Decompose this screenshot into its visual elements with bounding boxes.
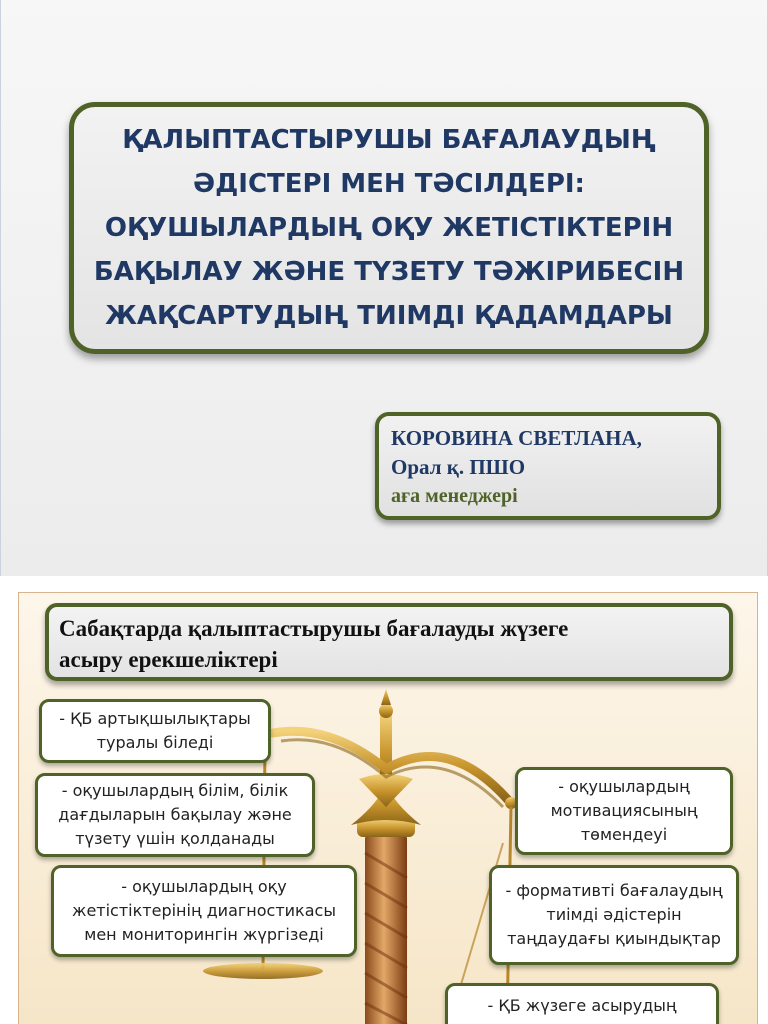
heading-line: асыру ерекшеліктері [59, 647, 278, 672]
note-line: төмендеуі [580, 825, 668, 844]
note-line: мотивациясының [550, 801, 698, 820]
note-line: жетістіктерінің диагностикасы [72, 901, 336, 920]
heading-line: Сабақтарда қалыптастырушы бағалауды жүзеге [59, 616, 569, 641]
author-organization: Орал қ. ПШО [391, 455, 526, 479]
author-name: КОРОВИНА СВЕТЛАНА, [391, 426, 642, 450]
author-position: аға менеджері [391, 485, 518, 507]
note-line: - оқушылардың оқу [121, 877, 287, 896]
title-line: ОҚУШЫЛАРДЫҢ ОҚУ ЖЕТІСТІКТЕРІН [104, 213, 674, 243]
note-advantages [39, 699, 271, 763]
note-line: - ҚБ жүзеге асырудың [487, 996, 677, 1015]
title-line: ӘДІСТЕРІ МЕН ТӘСІЛДЕРІ: [193, 169, 585, 199]
title-line: ҚАЛЫПТАСТЫРУШЫ БАҒАЛАУДЫҢ [122, 125, 656, 155]
slide-heading [45, 603, 733, 681]
note-line: - оқушылардың [558, 777, 690, 796]
note-line: мен мониторингін жүргізеді [84, 925, 324, 944]
features-slide [18, 592, 758, 1024]
note-implementation [445, 983, 719, 1024]
note-control-correction [35, 773, 315, 857]
note-line: - оқушылардың білім, білік [61, 781, 289, 800]
title-line: ЖАҚСАРТУДЫҢ ТИІМДІ ҚАДАМДАРЫ [105, 301, 673, 331]
note-line: түзету үшін қолданады [75, 829, 275, 848]
note-line: дағдыларын бақылау және [58, 805, 292, 824]
note-line: тиімді әдістерін [546, 905, 682, 924]
note-diagnostics-monitoring [51, 865, 357, 957]
title-box [69, 102, 709, 354]
note-motivation-decline [515, 767, 733, 855]
note-line: - формативті бағалаудың [505, 881, 723, 900]
note-line: туралы біледі [96, 733, 214, 752]
note-method-selection-difficulty [489, 865, 739, 965]
note-line: таңдаудағы қиындықтар [507, 929, 721, 948]
author-box [375, 412, 721, 520]
note-line: - ҚБ артықшылықтары [59, 709, 251, 728]
title-line: БАҚЫЛАУ ЖӘНЕ ТҮЗЕТУ ТӘЖІРИБЕСІН [93, 257, 685, 287]
